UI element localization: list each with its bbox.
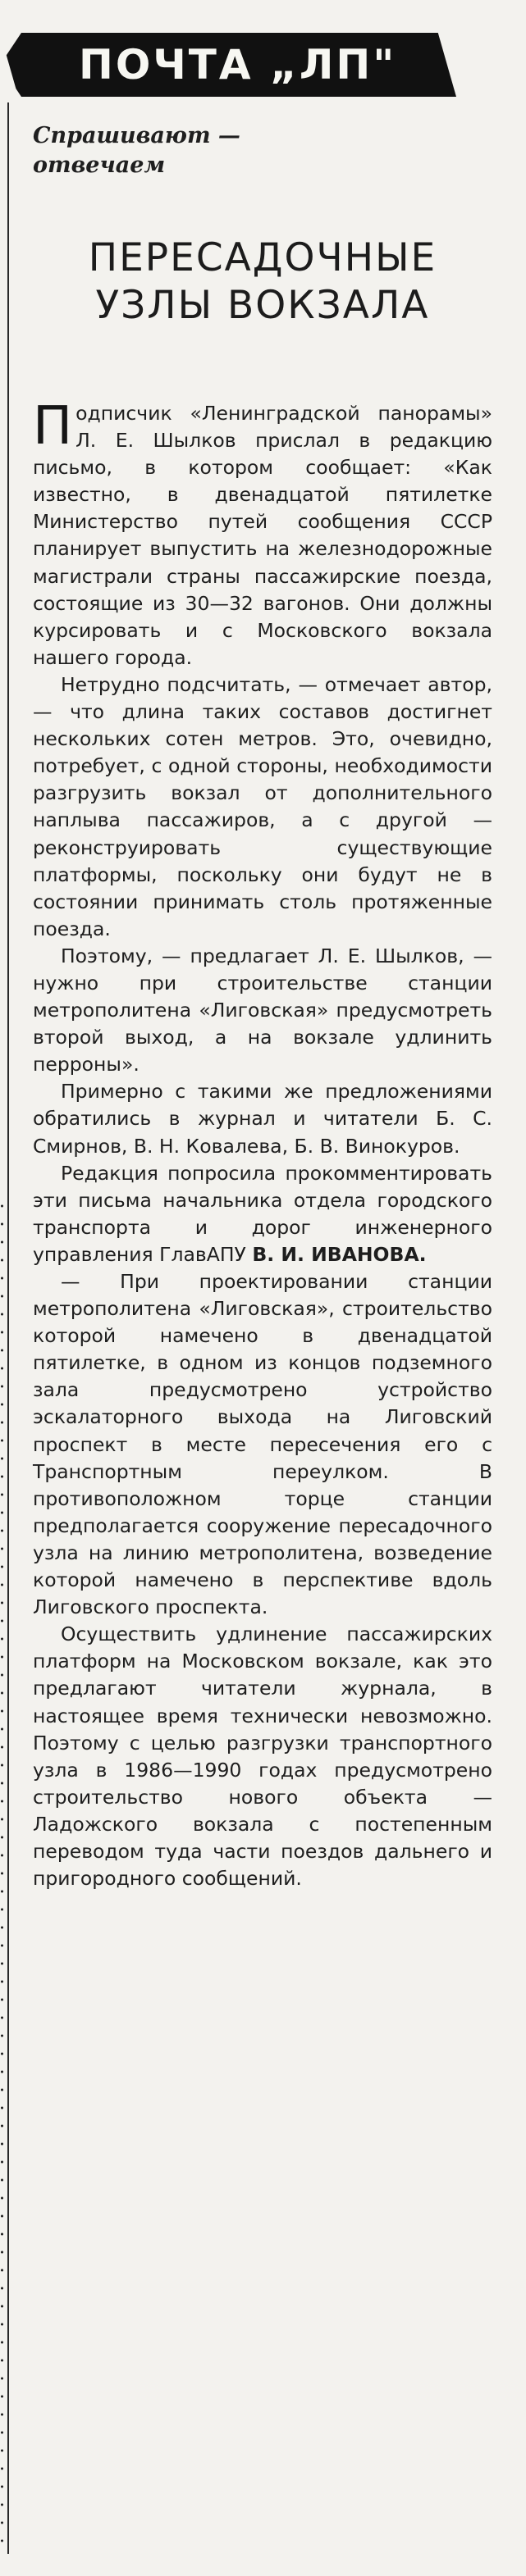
paragraph-6: — При проектировании станции метрополитена «Лиговская», строительство которой намечено в двенадцатой пятилетке, в одном из концов подземного зала предусмотрено устройство эскалаторного выхода на Лиговский проспект в месте пересечения его с Транспортным переулком. В противоположном торце станции предполагается сооружение пересадочного узла на линию метрополитена, возведение которой намечено в перспективе вдоль Лиговского проспекта.	[33, 1270, 492, 1619]
article-title-line-2: УЗЛЫ ВОКЗАЛА	[95, 283, 430, 328]
paragraph-1-text: одписчик «Ленинградской панорамы» Л. Е. Шылков прислал в редакцию письмо, в котором сообщает: «Как известно, в двенадцатой пятилетке Министерство путей сообщения СССР планирует выпустить на железнодорожные магистрали страны пассажирские поезда, состоящие из 30—32 вагонов. Они должны курсировать и с Московского вокзала нашего города.	[33, 402, 492, 669]
paragraph-5-text: Редакция попросила прокомментировать эти письма начальника отдела городского транспорта и дорог инженерного управления ГлавАПУ	[33, 1161, 492, 1266]
banner-notch	[0, 33, 21, 97]
article-title	[33, 234, 492, 330]
dropcap: П	[33, 396, 73, 457]
paragraph-5	[33, 1160, 492, 1268]
paragraph-7: Осуществить удлинение пассажирских платформ на Московском вокзале, как это предлагают читатели журнала, в настоящее время технически невозможно. Поэтому с целью разгрузки транспортного узла в 1986—1990 годах предусмотрено строительство нового объекта — Ладожского вокзала с постепенным переводом туда части поездов дальнего и пригородного сообщений.	[33, 1623, 492, 1891]
page-edge-rule	[7, 102, 9, 2554]
paragraph-2: Нетрудно подсчитать, — отмечает автор, — что длина таких составов достигнет нескольких сотен метров. Это, очевидно, потребует, с одной стороны, необходимости разгрузить вокзал от дополнительного наплыва пассажиров, а с другой — реконструировать существующие платформы, поскольку они будут не в состоянии принимать столь протяженные поезда.	[33, 672, 492, 940]
rubric-line-2: отвечаем	[33, 152, 166, 178]
article-title-line-1: ПЕРЕСАДОЧНЫЕ	[88, 235, 437, 280]
paragraph-3: Поэтому, — предлагает Л. Е. Шылков, — нужно при строительстве станции метрополитена «Лиговская» предусмотреть второй выход, а на вокзале удлинить перроны».	[33, 944, 492, 1076]
paragraph-4: Примерно с такими же предложениями обратились в журнал и читатели Б. С. Смирнов, В. Н. Ковалева, Б. В. Винокуров.	[33, 1080, 492, 1158]
respondent-name: В. И. ИВАНОВА.	[252, 1242, 427, 1266]
rubric	[33, 121, 377, 180]
section-title: ПОЧТА „ЛП"	[79, 41, 397, 89]
binding-holes	[1, 1197, 3, 2550]
paragraph-1	[33, 396, 492, 671]
article-body	[33, 396, 492, 2548]
rubric-line-1: Спрашивают —	[33, 123, 240, 148]
